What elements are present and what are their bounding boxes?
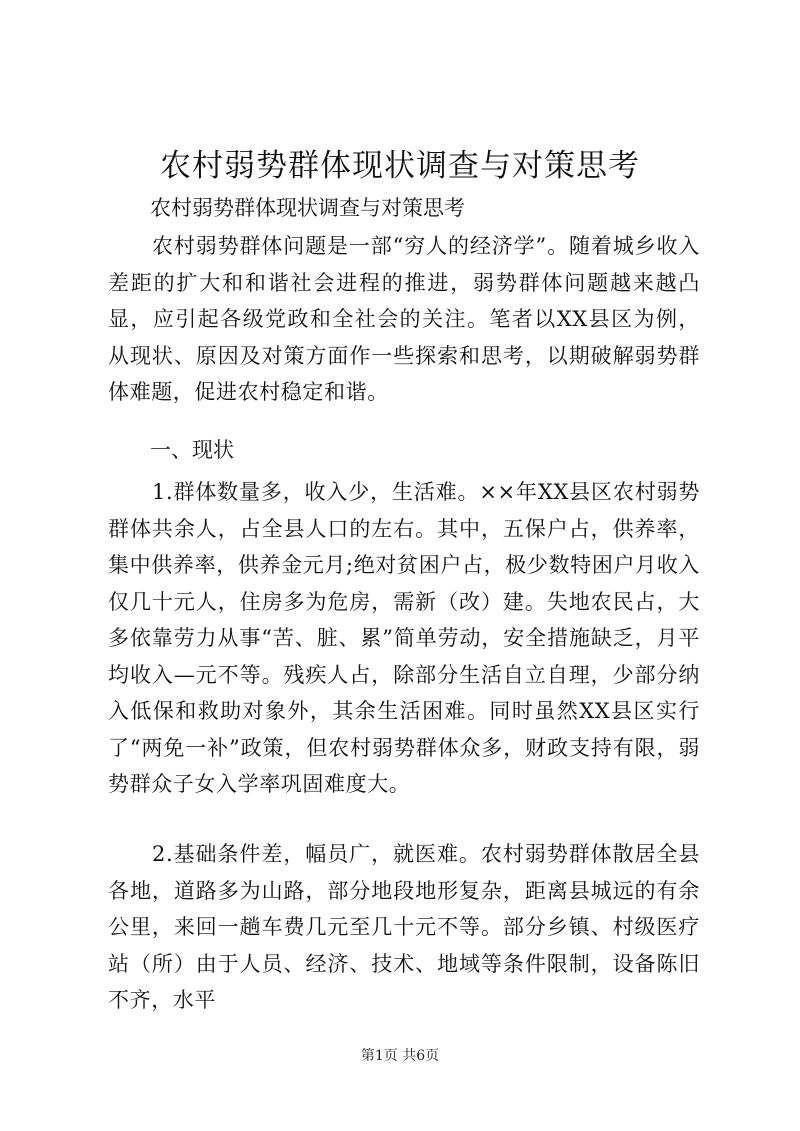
item-paragraph-1: 1.群体数量多，收入少，生活难。××年XX县区农村弱势群体共余人，占全县人口的左右。其中，五保户占，供养率，集中供养率，供养金元月;绝对贫困户占，极少数特困户月收入仅几十元人，住房多为危房，需新（改）建。失地农民占，大多依靠劳力从事“苦、脏、累”简单劳动，安全措施缺乏，月平均收入—元不等。残疾人占，除部分生活自立自理，少部分纳入低保和救助对象外，其余生活困难。同时虽然XX县区实行了“两免一补”政策，但农村弱势群体众多，财政支持有限，弱势群众子女入学率巩固难度大。	[108, 480, 700, 796]
document-subtitle: 农村弱势群体现状调查与对策思考	[150, 196, 465, 220]
intro-paragraph: 农村弱势群体问题是一部“穷人的经济学”。随着城乡收入差距的扩大和和谐社会进程的推进，弱势群体问题越来越凸显，应引起各级党政和全社会的关注。笔者以XX县区为例，从现状、原因及对策方面作一些探索和思考，以期破解弱势群体难题，促进农村稳定和谐。	[108, 234, 700, 404]
section-heading: 一、现状	[150, 438, 234, 462]
item-paragraph-2: 2.基础条件差，幅员广，就医难。农村弱势群体散居全县各地，道路多为山路，部分地段地形复杂，距离县城远的有余公里，来回一趟车费几元至几十元不等。部分乡镇、村级医疗站（所）由于人员、经济、技术、地域等条件限制，设备陈旧不齐，水平	[108, 842, 700, 1012]
document-title: 农村弱势群体现状调查与对策思考	[160, 148, 640, 184]
page-number-footer: 第1页 共6页	[360, 1048, 440, 1064]
